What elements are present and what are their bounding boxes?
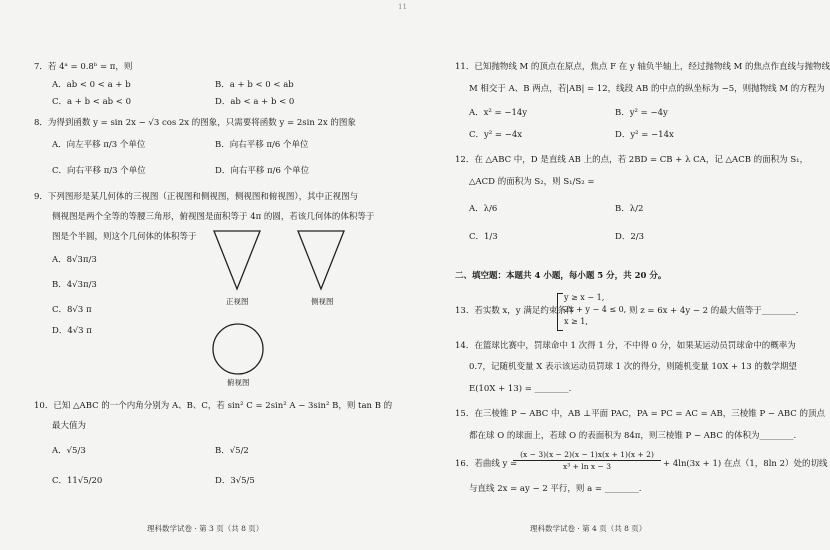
section-fill-in-heading: 二、填空题：本题共 4 小题，每小题 5 分，共 20 分。 [455,271,667,281]
q8-option-d: D．向右平移 π/6 个单位 [215,166,310,176]
top-view-caption: 俯视图 [227,378,250,387]
q10-option-d: D．3√5/5 [215,476,255,486]
q13-brace [557,293,563,331]
q7-option-a: A．ab < 0 < a + b [52,80,131,90]
q14-line-2: 0.7，记随机变量 X 表示该运动员罚球 1 次的得分，则随机变量 10X + 13 的数学期望 [469,362,797,372]
q11-option-c: C．y² = −4x [469,130,523,140]
q9-line-1: 9．下列图形是某几何体的三视图（正视图和侧视图，侧视图和俯视图），其中正视图与 [34,192,359,202]
q9-line-3: 图是个半圆，则这个几何体的体积等于 [52,232,197,242]
q12-option-c: C．1/3 [469,232,498,242]
q9-line-2: 侧视图是两个全等的等腰三角形，俯视图是面积等于 4π 的圆，若该几何体的体积等于 [52,212,375,222]
q16-numerator: (x − 3)(x − 2)(x − 1)x(x + 1)(x + 2) [513,450,661,461]
front-view-triangle [212,229,262,293]
q11-option-a: A．x² = −14y [469,108,528,118]
q9-option-a: A．8√3π/3 [52,255,97,265]
q15-line-2: 都在球 O 的球面上，若球 O 的表面积为 84π，则三棱锥 P − ABC 的体积为________. [469,431,797,441]
q11-line-2: M 相交于 A、B 两点，若|AB| = 12，线段 AB 的中点的纵坐标为 −5，则抛物线 M 的方程为 [469,84,825,94]
q7-option-b: B．a + b < 0 < ab [215,80,294,90]
q10-line-1: 10．已知 △ABC 的一个内角分别为 A、B、C，若 sin² C = 2sin² A − 3sin² B，则 tan B 的 [34,401,393,411]
q16-denominator: x³ + ln x − 3 [563,462,611,472]
q7-option-c: C．a + b < ab < 0 [52,97,132,107]
page-top-mark: 11 [398,3,407,11]
left-page [0,0,397,550]
q12-line-1: 12．在 △ABC 中，D 是直线 AB 上的点，若 2BD = CB + λ CA，记 △ACB 的面积为 S₁， [455,155,809,165]
q9-option-b: B．4√3π/3 [52,280,97,290]
q15-line-1: 15．在三棱锥 P − ABC 中，AB ⊥平面 PAC，PA = PC = AC = AB，三棱锥 P − ABC 的顶点 [455,409,825,419]
q12-line-2: △ACD 的面积为 S₂，则 S₁/S₂ = [469,177,595,187]
q10-option-b: B．√5/2 [215,446,249,456]
q13-constraint-1: y ≥ x − 1, [564,293,605,302]
q14-line-3: E(10X + 13) = ________. [469,384,572,394]
q8-option-c: C．向右平移 π/3 个单位 [52,166,146,176]
q9-option-c: C．8√3 π [52,305,92,315]
front-view-caption: 正视图 [226,297,249,306]
top-view-circle [211,322,265,376]
left-page-footer: 理科数学试卷 · 第 3 页（共 8 页） [147,524,264,533]
q7-option-d: D．ab < a + b < 0 [215,97,295,107]
side-view-triangle [296,229,346,293]
q12-option-a: A．λ/6 [469,204,498,214]
q12-option-b: B．λ/2 [615,204,644,214]
q16-prefix: 16．若曲线 y = [455,459,518,469]
q11-option-b: B．y² = −4y [615,108,668,118]
q13-text: 13．若实数 x，y 满足约束条件 [455,306,575,316]
q13-constraint-3: x ≥ 1, [564,317,588,326]
q9-option-d: D．4√3 π [52,326,92,336]
q8-option-a: A．向左平移 π/3 个单位 [52,140,146,150]
side-view-caption: 侧视图 [311,297,334,306]
q11-line-1: 11．已知抛物线 M 的顶点在原点，焦点 F 在 y 轴负半轴上，经过抛物线 M 的焦点作直线与抛物线 [455,62,830,72]
q8-option-b: B．向右平移 π/6 个单位 [215,140,309,150]
q10-option-c: C．11√5/20 [52,476,103,486]
q10-line-2: 最大值为 [52,421,87,431]
q13-tail: 则 z = 6x + 4y − 2 的最大值等于________. [629,306,799,316]
q16-fraction [513,450,661,472]
q11-option-d: D．y² = −14x [615,130,674,140]
q16-postfix: + 4ln(3x + 1) 在点（1，8ln 2）处的切线 [663,459,828,469]
q14-line-1: 14．在篮球比赛中，罚球命中 1 次得 1 分，不中得 0 分，如果某运动员罚球命中的概率为 [455,341,796,351]
q16-line-2: 与直线 2x = ay − 2 平行，则 a = ________. [469,484,642,494]
q12-option-d: D．2/3 [615,232,644,242]
right-page [397,0,830,550]
q7-stem: 7．若 4ᵃ = 0.8ᵇ = π，则 [34,62,133,72]
q10-option-a: A．√5/3 [52,446,86,456]
q8-stem: 8．为得到函数 y = sin 2x − √3 cos 2x 的图象，只需要将函数 y = 2sin 2x 的图象 [34,118,356,128]
q13-constraint-2: 2x + y − 4 ≤ 0, [564,305,627,314]
right-page-footer: 理科数学试卷 · 第 4 页（共 8 页） [530,524,647,533]
